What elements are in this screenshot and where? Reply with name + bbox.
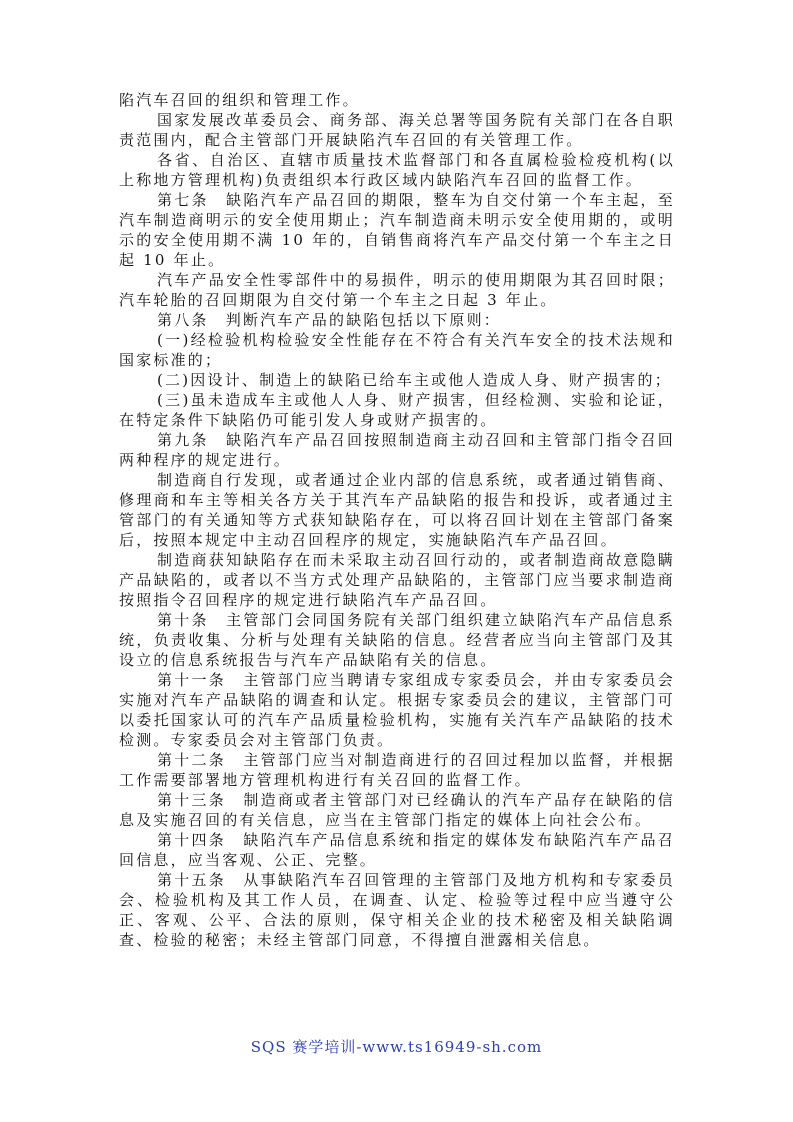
paragraph: 汽车产品安全性零部件中的易损件，明示的使用期限为其召回时限；汽车轮胎的召回期限为自交付第一个车主之日起 3 年止。 (119, 271, 675, 309)
article-14: 第十四条 缺陷汽车产品信息系统和指定的媒体发布缺陷汽车产品召回信息，应当客观、公正、完整。 (119, 831, 675, 869)
paragraph: 陷汽车召回的组织和管理工作。 (119, 91, 360, 109)
list-item: (一)经检验机构检验安全性能存在不符合有关汽车安全的技术法规和国家标准的； (119, 331, 675, 369)
list-item: (二)因设计、制造上的缺陷已给车主或他人造成人身、财产损害的； (157, 371, 672, 389)
article-11: 第十一条 主管部门应当聘请专家组成专家委员会，并由专家委员会实施对汽车产品缺陷的调查和认定。根据专家委员会的建议，主管部门可以委托国家认可的汽车产品质量检验机构，实施有关汽车产品缺陷的技术检测。专家委员会对主管部门负责。 (119, 671, 675, 749)
article-13: 第十三条 制造商或者主管部门对已经确认的汽车产品存在缺陷的信息及实施召回的有关信息，应当在主管部门指定的媒体上向社会公布。 (119, 791, 675, 829)
article-7: 第七条 缺陷汽车产品召回的期限，整车为自交付第一个车主起，至汽车制造商明示的安全使用期止；汽车制造商未明示安全使用期的，或明示的安全使用期不满 10 年的，自销售商将汽车产品交付第一个车主之日起 10 年止。 (119, 191, 675, 269)
list-item: (三)虽未造成车主或他人人身、财产损害，但经检测、实验和论证，在特定条件下缺陷仍可能引发人身或财产损害的。 (119, 391, 675, 429)
paragraph: 各省、自治区、直辖市质量技术监督部门和各直属检验检疫机构(以上称地方管理机构)负责组织本行政区域内缺陷汽车召回的监督工作。 (119, 151, 675, 189)
footer-link[interactable]: SQS 赛学培训-www.ts16949-sh.com (250, 1038, 543, 1056)
paragraph: 国家发展改革委员会、商务部、海关总署等国务院有关部门在各自职责范围内，配合主管部门开展缺陷汽车召回的有关管理工作。 (119, 111, 675, 149)
paragraph: 制造商自行发现，或者通过企业内部的信息系统，或者通过销售商、修理商和车主等相关各方关于其汽车产品缺陷的报告和投诉，或者通过主管部门的有关通知等方式获知缺陷存在，可以将召回计划在主管部门备案后，按照本规定中主动召回程序的规定，实施缺陷汽车产品召回。 (119, 471, 675, 549)
paragraph: 制造商获知缺陷存在而未采取主动召回行动的，或者制造商故意隐瞒产品缺陷的，或者以不当方式处理产品缺陷的，主管部门应当要求制造商按照指令召回程序的规定进行缺陷汽车产品召回。 (119, 551, 675, 609)
article-12: 第十二条 主管部门应当对制造商进行的召回过程加以监督，并根据工作需要部署地方管理机构进行有关召回的监督工作。 (119, 751, 675, 789)
article-8: 第八条 判断汽车产品的缺陷包括以下原则： (157, 311, 502, 329)
article-15: 第十五条 从事缺陷汽车召回管理的主管部门及地方机构和专家委员会、检验机构及其工作人员，在调查、认定、检验等过程中应当遵守公正、客观、公平、合法的原则，保守相关企业的技术秘密及相关缺陷调查、检验的秘密；未经主管部门同意，不得擅自泄露相关信息。 (119, 871, 675, 949)
article-10: 第十条 主管部门会同国务院有关部门组织建立缺陷汽车产品信息系统，负责收集、分析与处理有关缺陷的信息。经营者应当向主管部门及其设立的信息系统报告与汽车产品缺陷有关的信息。 (119, 611, 675, 669)
article-9: 第九条 缺陷汽车产品召回按照制造商主动召回和主管部门指令召回两种程序的规定进行。 (119, 431, 675, 469)
document-body (119, 90, 675, 950)
